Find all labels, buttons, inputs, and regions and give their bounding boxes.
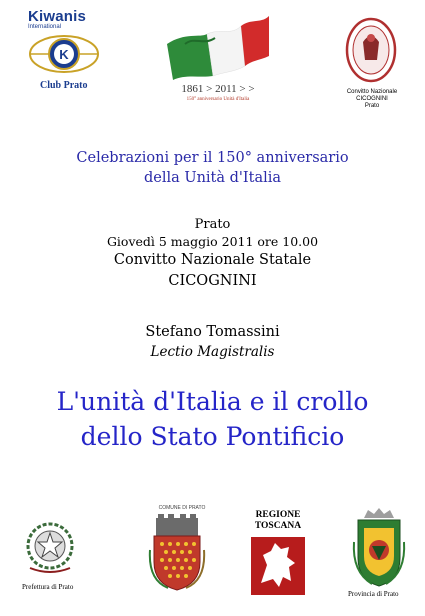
regione-label (248, 510, 308, 532)
prefettura-label: Prefettura di Prato (22, 583, 74, 591)
convitto-label-line2: CICOGNINI (356, 96, 388, 102)
convitto-seal-icon (345, 16, 397, 84)
kiwanis-wordmark: Kiwanis (28, 8, 87, 25)
lecture-title-line1: L'unità d'Italia e il crollo (56, 387, 369, 416)
svg-text:K: K (59, 47, 69, 62)
speaker-block (0, 322, 425, 362)
regione-label-line2: TOSCANA (254, 521, 302, 531)
lecture-title (0, 384, 425, 454)
convitto-label-line3: Prato (364, 103, 380, 109)
provincia-prato-crest-icon (350, 506, 408, 590)
kiwanis-international-label: International (28, 24, 62, 30)
celebration-heading (0, 148, 425, 188)
italian-flag-icon (165, 14, 271, 84)
celebration-line1: Celebrazioni per il 150° anniversario (76, 150, 349, 166)
convitto-label (332, 89, 412, 110)
comune-prato-crest-icon (148, 510, 206, 592)
event-city: Prato (194, 217, 231, 232)
speaker-name: Stefano Tomassini (145, 324, 280, 340)
convitto-label-line1: Convitto Nazionale (346, 89, 398, 95)
lecture-title-line2: dello Stato Pontificio (80, 422, 345, 451)
kiwanis-club-label: Club Prato (40, 80, 88, 91)
event-datetime: Giovedì 5 maggio 2011 ore 10.00 (106, 234, 319, 249)
comune-label: COMUNE DI PRATO (158, 505, 206, 511)
event-venue-line2: CICOGNINI (168, 273, 257, 289)
event-venue-line1: Convitto Nazionale Statale (113, 252, 312, 268)
regione-toscana-emblem-icon (251, 537, 305, 595)
unita-subtitle-label: 150° anniversario Unità d'Italia (186, 97, 250, 102)
provincia-label: Provincia di Prato (348, 590, 399, 598)
italian-republic-emblem-icon (24, 516, 76, 578)
talk-type: Lectio Magistralis (150, 344, 275, 360)
kiwanis-emblem-icon (28, 32, 100, 76)
unita-years-label: 1861 > 2011 > > (181, 83, 255, 95)
celebration-line2: della Unità d'Italia (143, 170, 282, 186)
regione-label-line1: REGIONE (255, 510, 301, 520)
event-info (0, 216, 425, 292)
